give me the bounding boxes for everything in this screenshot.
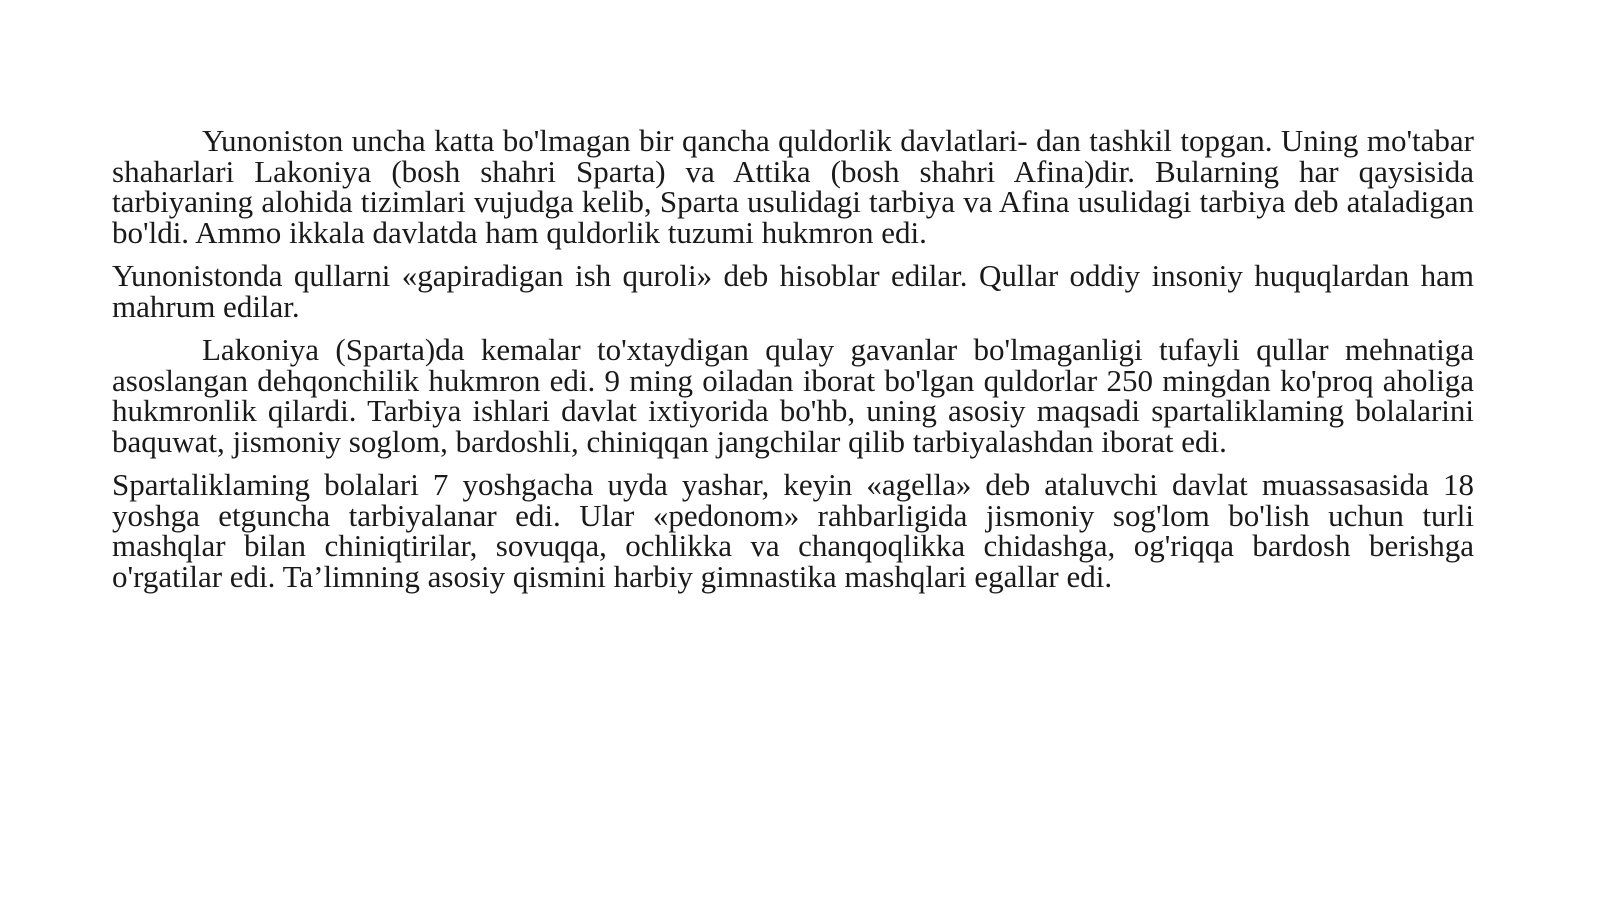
- paragraph-2: Yunonistonda qullarni «gapiradigan ish quroli» deb hisoblar edilar. Qullar oddiy insoniy huquqlardan ham mahrum edilar.: [112, 258, 1474, 324]
- document-body: [112, 123, 1474, 605]
- paragraph-4: Spartaliklaming bolalari 7 yoshgacha uyda yashar, keyin «agella» deb ataluvchi davlat muassasasida 18 yoshga etguncha tarbiyalanar edi. Ular «pedonom» rahbarligida jismoniy sog'lom bo'lish uchun turli mashqlar bilan chiniqtirilar, sovuqqa, ochlikka va chanqoqlikka chidashga, og'riqqa bardosh berishga o'rgatilar edi. Ta’limning asosiy qismini harbiy gimnastika mashqlari egallar edi.: [112, 467, 1474, 594]
- paragraph-1: Yunoniston uncha katta bo'lmagan bir qancha quldorlik davlatlari- dan tashkil topgan. Uning mo'tabar shaharlari Lakoniya (bosh shahri Sparta) va Attika (bosh shahri Afina)dir. Bularning har qaysisida tarbiyaning alohida tizimlari vujudga kelib, Sparta usulidagi tarbiya va Afina usulidagi tarbiya deb ataladigan bo'ldi. Ammo ikkala davlatda ham quldorlik tuzumi hukmron edi.: [112, 123, 1474, 250]
- paragraph-3: Lakoniya (Sparta)da kemalar to'xtaydigan qulay gavanlar bo'lmaganligi tufayli qullar mehnatiga asoslangan dehqonchilik hukmron edi. 9 ming oiladan iborat bo'lgan quldorlar 250 mingdan ko'proq aholiga hukmronlik qilardi. Tarbiya ishlari davlat ixtiyorida bo'hb, uning asosiy maqsadi spartaliklaming bolalarini baquwat, jismoniy soglom, bardoshli, chiniqqan jangchilar qilib tarbiyalashdan iborat edi.: [112, 332, 1474, 459]
